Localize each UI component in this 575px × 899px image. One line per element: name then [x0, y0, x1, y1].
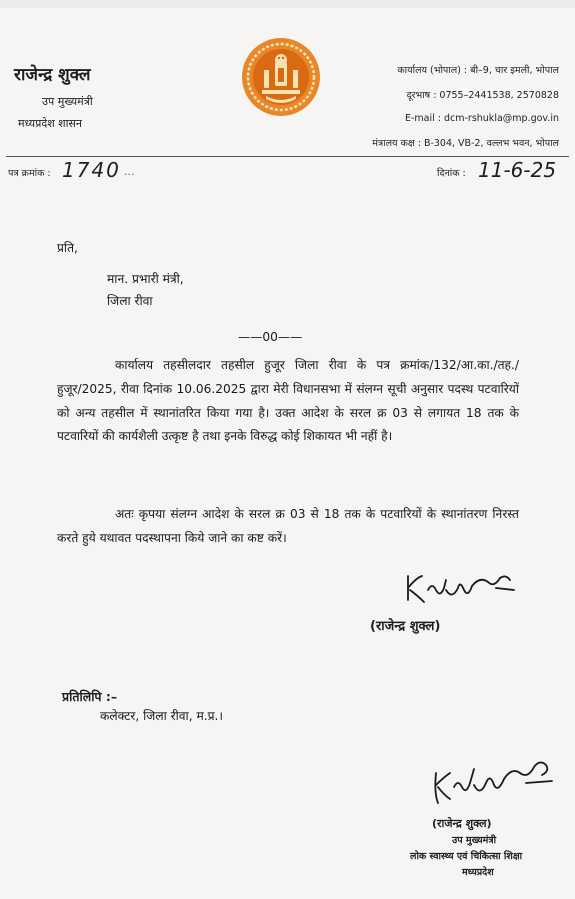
- phone-numbers: दूरभाष : 0755–2441538, 2570828: [406, 90, 559, 101]
- stamp-name: (राजेन्द्र शुक्ल): [432, 817, 492, 830]
- sender-government: मध्यप्रदेश शासन: [18, 117, 83, 130]
- body-paragraph-2: अतः कृपया संलग्न आदेश के सरल क्र 03 से 18 तक के पटवारियों के स्थानांतरण निरस्त करते हुये यथावत पदस्थापना किये जाने का कष्ट करें।: [57, 507, 519, 545]
- letter-page: [0, 8, 575, 899]
- addressee-line-1: मान. प्रभारी मंत्री,: [107, 272, 184, 286]
- body-paragraph-1: कार्यालय तहसीलदार तहसील हुजूर जिला रीवा के पत्र क्रमांक/132/आ.का./तह./हुजूर/2025, रीवा दिनांक 10.06.2025 द्वारा मेरी विधानसभा में संलग्न सूची अनुसार पदस्थ पटवारियों को अन्य तहसील में स्थानांतरित किया गया है। उक्त आदेश के सरल क्र 03 से लगायत 18 तक के पटवारियों की कार्यशैली उत्कृष्ट है तथा इनके विरुद्ध कोई शिकायत भी नहीं है।: [57, 358, 519, 444]
- handwritten-signature-2: [430, 753, 560, 809]
- stamp-department: लोक स्वास्थ्य एवं चिकित्सा शिक्षा: [410, 851, 523, 862]
- email-address: E-mail : dcm-rshukla@mp.gov.in: [404, 113, 559, 124]
- mp-state-emblem-icon: [240, 36, 322, 118]
- ref-number-dots: ···: [124, 168, 135, 181]
- header-divider: [6, 156, 569, 157]
- signatory-name: (राजेन्द्र शुक्ल): [370, 619, 441, 634]
- ministry-room: मंत्रालय कक्ष : B-304, VB-2, वल्लभ भवन, भोपाल: [372, 138, 559, 149]
- prati-salutation: प्रति,: [57, 241, 78, 255]
- sender-name: राजेन्द्र शुक्ल: [14, 65, 91, 85]
- handwritten-signature: [402, 570, 522, 610]
- date-value: 11-6-25: [478, 158, 557, 182]
- ref-number-label: पत्र क्रमांक :: [8, 168, 51, 179]
- ref-number-value: 1740: [62, 158, 121, 182]
- date-label: दिनांक :: [437, 168, 466, 179]
- stamp-state: मध्यप्रदेश: [462, 867, 494, 878]
- office-address: कार्यालय (भोपाल) : बी–9, चार इमली, भोपाल: [397, 65, 559, 76]
- copy-label: प्रतिलिपि :–: [62, 689, 118, 704]
- separator: ——00——: [238, 330, 303, 344]
- copy-recipient: कलेक्टर, जिला रीवा, म.प्र.।: [100, 709, 224, 723]
- addressee-line-2: जिला रीवा: [107, 294, 153, 308]
- stamp-designation: उप मुख्यमंत्री: [452, 835, 497, 846]
- sender-designation: उप मुख्यमंत्री: [42, 95, 93, 108]
